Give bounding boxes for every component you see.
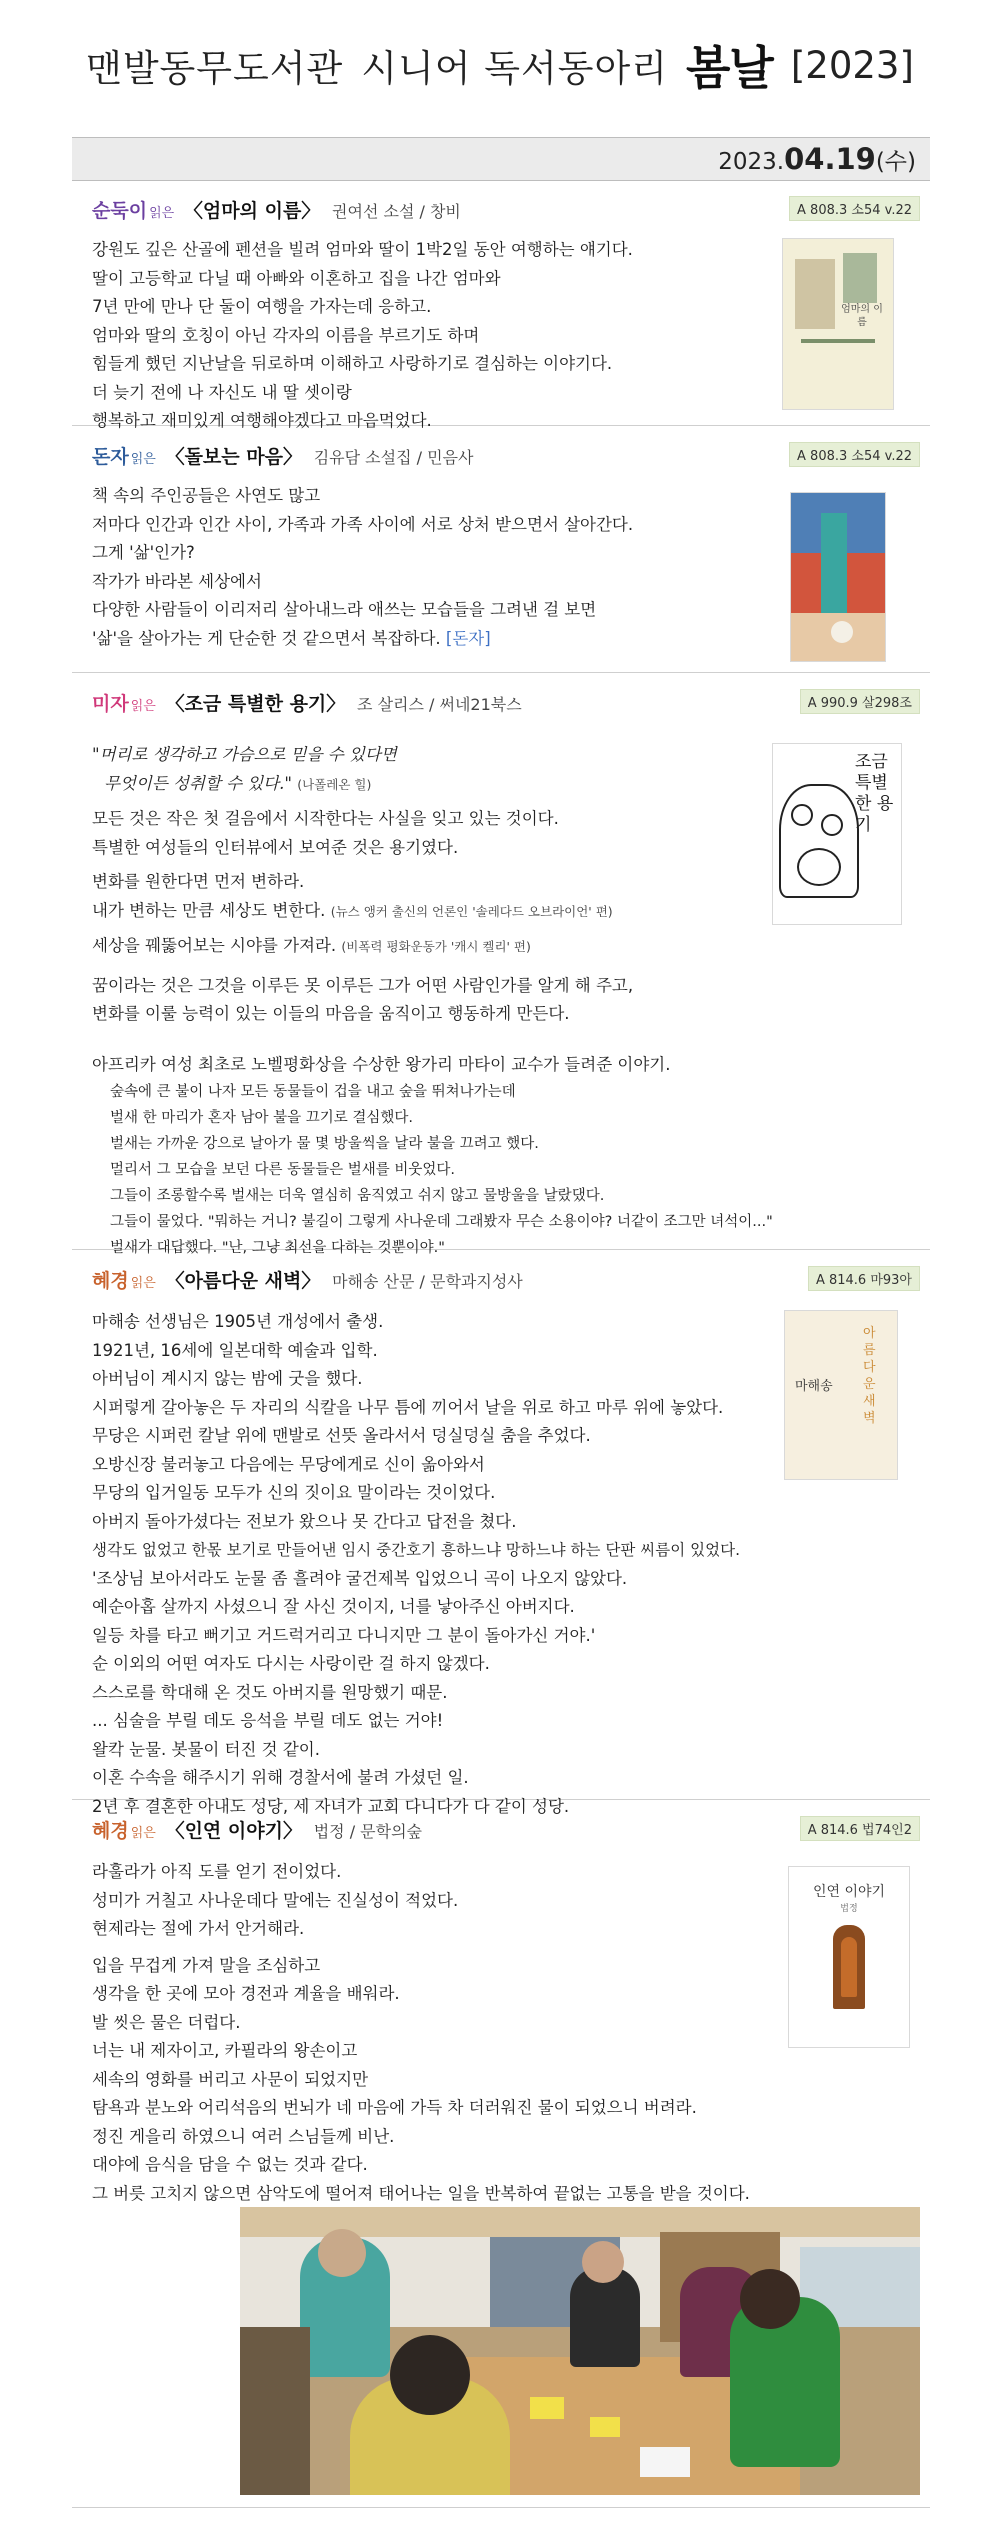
review-line: 모든 것은 작은 첫 걸음에서 시작한다는 사실을 잊고 있는 것이다.	[92, 809, 559, 828]
club-title: 봄날	[685, 41, 773, 95]
review-line-text: '삶'을 살아가는 게 단순한 것 같으면서 복잡하다.	[92, 628, 441, 648]
review-line-text: 내가 변하는 만큼 세상도 변한다.	[92, 900, 326, 920]
club-name: 시니어 독서동아리	[361, 47, 668, 90]
reader-name: 미자	[92, 693, 129, 715]
date-bar	[72, 137, 930, 181]
review-line: 힘들게 했던 지난날을 뒤로하며 이해하고 사랑하기로 결심하는 이야기다.	[92, 354, 613, 373]
book-meta: 법정 / 문학의숲	[313, 1822, 423, 1841]
review-section-1	[72, 180, 930, 430]
review-line-text: 세상을 꿰뚫어보는 시야를 가져라.	[92, 936, 337, 955]
book-title: 〈엄마의 이름〉	[183, 200, 321, 222]
library-name: 맨발동무도서관	[86, 47, 344, 90]
reader-signature: [돈자]	[445, 628, 491, 648]
story-line: 벌새가 대답했다. "난, 그냥 최선을 다하는 것뿐이야."	[110, 1240, 445, 1256]
review-line: 입을 무겁게 가져 말을 조심하고	[92, 1955, 321, 1975]
quote-line: "머리로 생각하고 가슴으로 믿을 수 있다면	[92, 745, 397, 764]
review-line: 너는 내 제자이고, 카필라의 왕손이고	[92, 2041, 358, 2060]
section-heading	[92, 1266, 523, 1293]
reads-word: 읽은	[149, 206, 175, 221]
date-weekday: (수)	[875, 149, 916, 175]
review-line: 더 늦기 전에 나 자신도 내 딸 셋이랑	[92, 382, 352, 402]
source-note: (뉴스 앵커 출신의 언론인 '솔레다드 오브라이언' 편)	[330, 903, 613, 919]
review-text	[92, 741, 773, 1261]
reads-word: 읽은	[130, 1826, 156, 1841]
review-line: 그게 '삶'인가?	[92, 543, 195, 562]
review-line: 시퍼렇게 갈아놓은 두 자리의 식칼을 나무 틈에 끼어서 날을 위로 하고 마루 위에 놓았다.	[92, 1397, 724, 1417]
review-line: 마해송 선생님은 1905년 개성에서 출생.	[92, 1312, 384, 1331]
reads-word: 읽은	[130, 699, 156, 714]
review-line: 순 이외의 어떤 여자도 다시는 사랑이란 걸 하지 않겠다.	[92, 1654, 490, 1673]
cover-title: 아름다운 새벽	[863, 1326, 876, 1426]
date-year: 2023.	[718, 149, 785, 175]
review-line: 생각도 없었고 한몫 보기로 만들어낸 임시 중간호기 흥하느냐 망하느냐 하는 단판 씨름이 있었다.	[92, 1541, 741, 1559]
review-text	[92, 482, 633, 653]
review-line: 변화를 이룰 능력이 있는 이들의 마음을 움직이고 행동하게 만든다.	[92, 1004, 570, 1023]
book-title: 〈아름다운 새벽〉	[165, 1270, 321, 1292]
section-heading	[92, 442, 473, 469]
review-line: 책 속의 주인공들은 사연도 많고	[92, 486, 321, 505]
review-line: 특별한 여성들의 인터뷰에서 보여준 것은 용기였다.	[92, 837, 459, 857]
review-line: 아버지 돌아가셨다는 전보가 왔으나 못 간다고 답전을 쳤다.	[92, 1511, 517, 1531]
review-line: 딸이 고등학교 다닐 때 아빠와 이혼하고 집을 나간 엄마와	[92, 268, 501, 288]
review-line: 그 버릇 고치지 않으면 삼악도에 떨어져 태어나는 일을 반복하여 끝없는 고통을 받을 것이다.	[92, 2183, 750, 2203]
cover-author: 마해송	[795, 1379, 833, 1394]
review-line: 변화를 원한다면 먼저 변하라.	[92, 872, 305, 891]
quote-line	[92, 770, 773, 800]
book-meta: 마해송 산문 / 문학과지성사	[332, 1272, 523, 1291]
review-line: 오방신장 불러놓고 다음에는 무당에게로 신이 옮아와서	[92, 1454, 485, 1474]
reads-word: 읽은	[130, 1276, 156, 1291]
review-text	[92, 236, 633, 436]
review-line: 스스로를 학대해 온 것도 아버지를 원망했기 때문.	[92, 1682, 448, 1702]
book-cover-image	[782, 238, 894, 410]
review-line: 아버님이 계시지 않는 밤에 굿을 했다.	[92, 1369, 363, 1388]
story-line: 벌새는 가까운 강으로 날아가 물 몇 방울씩을 날라 불을 끄려고 했다.	[110, 1136, 539, 1152]
story-line: 벌새 한 마리가 혼자 남아 불을 끄기로 결심했다.	[110, 1110, 414, 1126]
story-line: 그들이 조롱할수록 벌새는 더욱 열심히 움직였고 쉬지 않고 물방울을 날랐댔다.	[110, 1188, 605, 1204]
reader-name: 순둑이	[92, 200, 148, 222]
cover-title: 조금 특별한 용기	[855, 752, 894, 835]
call-number: A 990.9 살298조	[800, 689, 920, 714]
review-line: 라훌라가 아직 도를 얻기 전이었다.	[92, 1862, 342, 1881]
review-section-4	[72, 1250, 930, 1816]
review-line: 대야에 음식을 담을 수 없는 것과 같다.	[92, 2155, 368, 2174]
review-line: 왈칵 눈물. 봇물이 터진 것 같이.	[92, 1739, 320, 1759]
review-line: 세속의 영화를 버리고 사문이 되었지만	[92, 2069, 369, 2089]
quote-source: (나폴레온 힐)	[297, 776, 372, 792]
review-section-3	[72, 673, 930, 1256]
review-line: 아프리카 여성 최초로 노벨평화상을 수상한 왕가리 마타이 교수가 들려준 이야기.	[92, 1054, 671, 1074]
year-label: [2023]	[790, 43, 914, 87]
section-heading	[92, 689, 522, 716]
book-cover-image	[772, 743, 902, 925]
review-line: 생각을 한 곳에 모아 경전과 계율을 배워라.	[92, 1984, 400, 2003]
call-number: A 808.3 소54 v.22	[789, 196, 920, 221]
section-heading	[92, 196, 461, 223]
review-line: 이혼 수속을 해주시기 위해 경찰서에 불려 가셨던 일.	[92, 1768, 469, 1787]
review-text	[92, 1858, 750, 2208]
review-line	[92, 897, 773, 927]
quote-text: 무엇이든 성취할 수 있다."	[104, 773, 292, 793]
review-line: 예순아홉 살까지 사셨으니 잘 사신 것이지, 너를 낳아주신 아버지다.	[92, 1597, 575, 1616]
story-line: 멀리서 그 모습을 보던 다른 동물들은 벌새를 비웃었다.	[110, 1162, 456, 1178]
book-cover-image	[790, 492, 886, 662]
review-line: 다양한 사람들이 이리저리 살아내느라 애쓰는 모습들을 그려낸 걸 보면	[92, 600, 597, 619]
book-cover-image	[788, 1866, 910, 2048]
review-section-2	[72, 426, 930, 673]
bottom-divider	[72, 2507, 930, 2508]
reader-name: 돈자	[92, 446, 129, 468]
book-title: 〈돌보는 마음〉	[165, 446, 302, 468]
review-line: 강원도 깊은 산골에 펜션을 빌려 엄마와 딸이 1박2일 동안 여행하는 얘기다.	[92, 240, 633, 259]
book-meta: 권여선 소설 / 창비	[332, 202, 461, 221]
review-line: 현제라는 절에 가서 안거해라.	[92, 1919, 305, 1938]
book-cover-image	[784, 1310, 898, 1480]
review-line: 7년 만에 만나 단 둘이 여행을 가자는데 응하고.	[92, 297, 432, 316]
review-line: 꿈이라는 것은 그것을 이루든 못 이루든 그가 어떤 사람인가를 알게 해 주고,	[92, 975, 634, 995]
book-title: 〈조금 특별한 용기〉	[165, 693, 346, 715]
cover-author: 법정	[840, 1904, 858, 1914]
cover-title: 엄마의 이름	[841, 304, 883, 328]
review-line: 무당은 시퍼런 칼날 위에 맨발로 선뜻 올라서서 덩실덩실 춤을 추었다.	[92, 1426, 591, 1445]
review-line: 저마다 인간과 인간 사이, 가족과 가족 사이에 서로 상처 받으면서 살아간다.	[92, 514, 634, 534]
club-meeting-photo	[240, 2207, 920, 2495]
page-header	[0, 0, 1000, 130]
review-line: '조상님 보아서라도 눈물 좀 흘려야 굴건제복 입었으니 곡이 나오지 않았다.	[92, 1568, 628, 1588]
book-meta: 조 살리스 / 써네21북스	[357, 695, 522, 714]
review-line: 1921년, 16세에 일본대학 예술과 입학.	[92, 1340, 378, 1360]
cover-title: 인연 이야기	[812, 1884, 886, 1900]
review-text	[92, 1308, 740, 1821]
story-line: 숲속에 큰 불이 나자 모든 동물들이 겁을 내고 숲을 뛰쳐나가는데	[110, 1084, 516, 1100]
review-line: 일등 차를 타고 뻐기고 거드럭거리고 다니지만 그 분이 돌아가신 거야.'	[92, 1625, 596, 1645]
reader-name: 혜경	[92, 1820, 129, 1842]
review-line	[92, 625, 633, 654]
review-line: 엄마와 딸의 호칭이 아닌 각자의 이름을 부르기도 하며	[92, 325, 480, 345]
book-title: 〈인연 이야기〉	[165, 1820, 302, 1842]
review-line: 발 씻은 물은 더럽다.	[92, 2012, 241, 2032]
review-line: 행복하고 재미있게 여행해야겠다고 마음먹었다.	[92, 411, 432, 430]
call-number: A 814.6 마93아	[808, 1266, 920, 1291]
section-heading	[92, 1816, 422, 1843]
review-line	[92, 932, 773, 962]
review-line: 무당의 입거일동 모두가 신의 짓이요 말이라는 것이었다.	[92, 1483, 496, 1502]
source-note: (비폭력 평화운동가 '캐시 켈리' 편)	[341, 939, 531, 954]
story-line: 그들이 물었다. "뭐하는 거니? 불길이 그렇게 사나운데 그래봤자 무슨 소용이야? 너같이 조그만 녀석이..."	[110, 1214, 773, 1230]
review-line: ... 심술을 부릴 데도 응석을 부릴 데도 없는 거야!	[92, 1711, 444, 1730]
review-section-5	[72, 1800, 930, 2203]
book-meta: 김유담 소설집 / 민음사	[313, 448, 474, 467]
call-number: A 814.6 법74인2	[800, 1816, 920, 1841]
review-line: 작가가 바라본 세상에서	[92, 571, 262, 591]
hummingbird-story	[92, 1079, 773, 1261]
reads-word: 읽은	[130, 452, 156, 467]
call-number: A 808.3 소54 v.22	[789, 442, 920, 467]
review-line: 2년 후 결혼한 아내도 성당, 세 자녀가 교회 다니다가 다 같이 성당.	[92, 1796, 570, 1816]
date-day: 04.19	[784, 142, 876, 176]
review-line: 성미가 거칠고 사나운데다 말에는 진실성이 적었다.	[92, 1890, 459, 1910]
review-line: 탐욕과 분노와 어리석음의 번뇌가 네 마음에 가득 차 더러워진 물이 되었으니 버려라.	[92, 2098, 697, 2117]
meeting-date	[718, 142, 916, 176]
review-line: 정진 게을리 하였으니 여러 스님들께 비난.	[92, 2126, 395, 2146]
reader-name: 혜경	[92, 1270, 129, 1292]
